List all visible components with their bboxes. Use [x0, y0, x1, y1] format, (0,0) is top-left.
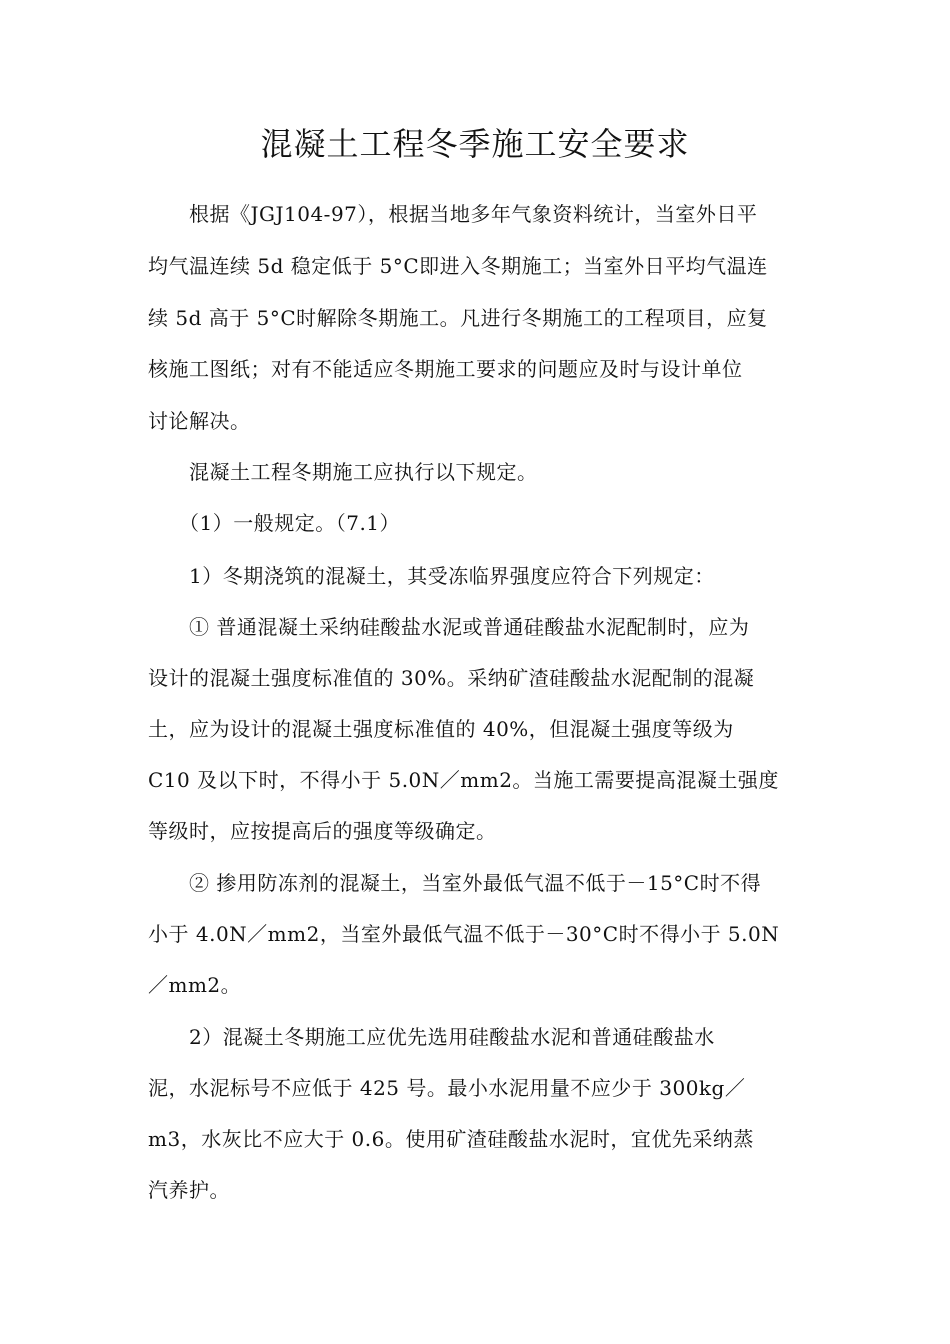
- body-line: ② 掺用防冻剂的混凝土，当室外最低气温不低于－15°C时不得: [148, 871, 762, 895]
- body-line: m3，水灰比不应大于 0.6。使用矿渣硅酸盐水泥时，宜优先采纳蒸: [148, 1127, 754, 1151]
- body-line: 1）冬期浇筑的混凝土，其受冻临界强度应符合下列规定：: [148, 564, 715, 588]
- body-line: 根据《JGJ104-97），根据当地多年气象资料统计，当室外日平: [148, 202, 758, 226]
- body-line: ① 普通混凝土采纳硅酸盐水泥或普通硅酸盐水泥配制时，应为: [148, 615, 750, 639]
- body-line: 均气温连续 5d 稳定低于 5°C即进入冬期施工；当室外日平均气温连: [148, 254, 768, 278]
- body-line: （1）一般规定。（7.1）: [148, 511, 401, 535]
- body-line: 混凝土工程冬期施工应执行以下规定。: [148, 460, 538, 484]
- body-line: 设计的混凝土强度标准值的 30%。采纳矿渣硅酸盐水泥配制的混凝: [148, 666, 755, 690]
- body-line: ／mm2。: [148, 973, 242, 997]
- body-line: 土，应为设计的混凝土强度标准值的 40%，但混凝土强度等级为: [148, 717, 734, 741]
- body-line: 讨论解决。: [148, 409, 251, 433]
- body-line: 续 5d 高于 5°C时解除冬期施工。凡进行冬期施工的工程项目，应复: [148, 306, 768, 330]
- body-line: 2）混凝土冬期施工应优先选用硅酸盐水泥和普通硅酸盐水: [148, 1025, 715, 1049]
- document-title: 混凝土工程冬季施工安全要求: [260, 125, 690, 163]
- body-line: 等级时，应按提高后的强度等级确定。: [148, 819, 497, 843]
- body-line: 汽养护。: [148, 1178, 230, 1202]
- body-line: C10 及以下时，不得小于 5.0N／mm2。当施工需要提高混凝土强度: [148, 768, 779, 792]
- body-line: 泥，水泥标号不应低于 425 号。最小水泥用量不应少于 300kg／: [148, 1076, 746, 1100]
- body-line: 核施工图纸；对有不能适应冬期施工要求的问题应及时与设计单位: [148, 357, 743, 381]
- body-line: 小于 4.0N／mm2，当室外最低气温不低于－30°C时不得小于 5.0N: [148, 922, 780, 946]
